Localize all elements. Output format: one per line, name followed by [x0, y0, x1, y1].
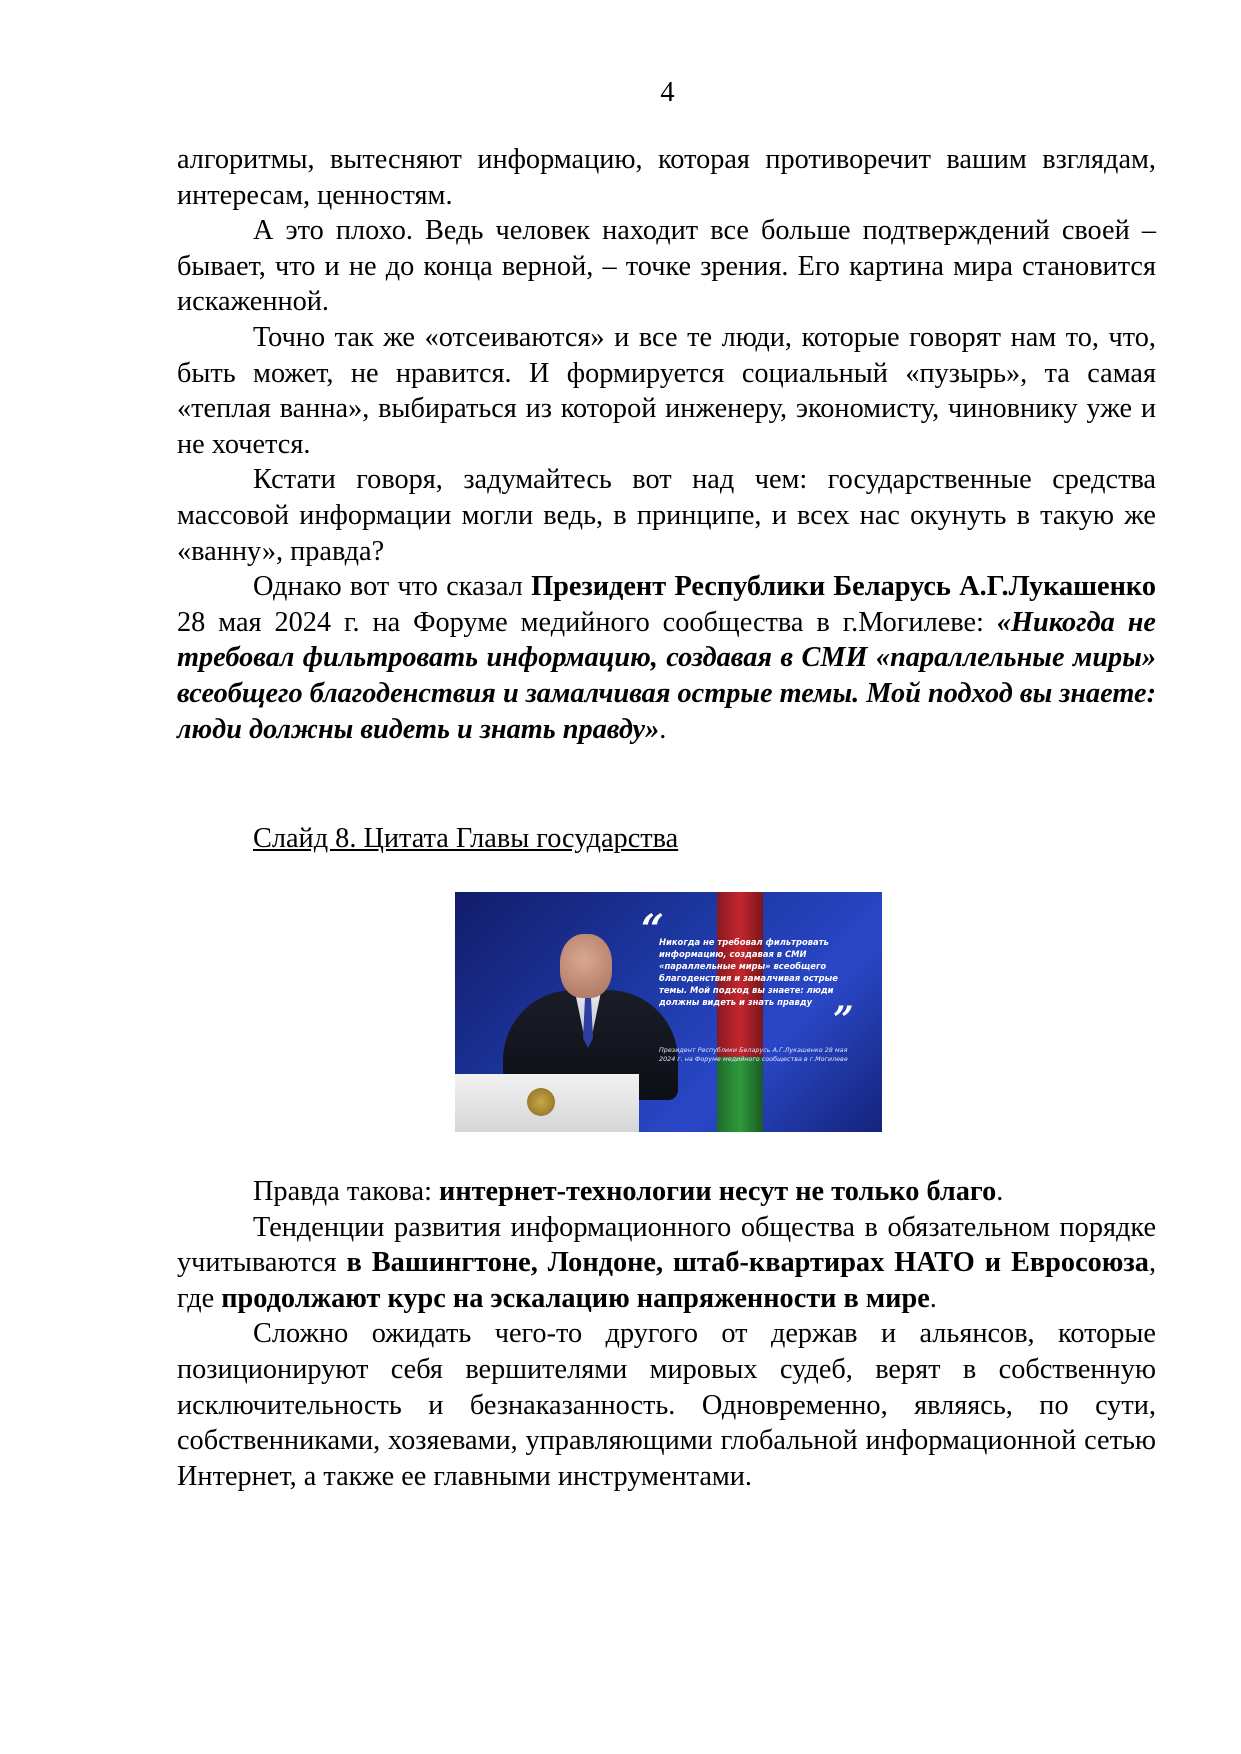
paragraph-president-quote: Однако вот что сказал Президент Республики Беларусь А.Г.Лукашенко 28 мая 2024 г. на Форуме медийного сообщества в г.Могилеве: «Никогда не требовал фильтровать информацию, создавая в СМИ «параллельные миры» всеобщего благоденствия и замалчивая острые темы. Мой подход вы знаете: люди должны видеть и знать правду». — [177, 571, 1156, 745]
quote-close-icon: ” — [833, 999, 854, 1041]
president-name: Президент Республики Беларусь А.Г.Лукашенко — [531, 571, 1156, 603]
body-text-bottom — [177, 1174, 1156, 1494]
paragraph-state-media: Кстати говоря, задумайтесь вот над чем: государственные средства массовой информации могли ведь, в принципе, и всех нас окунуть в такую же «ванну», правда? — [177, 464, 1156, 567]
paragraph-truth: Правда такова: интернет-технологии несут не только благо. — [253, 1176, 1004, 1207]
slide-image — [455, 892, 882, 1132]
paragraph-filtered: Точно так же «отсеиваются» и все те люди, которые говорят нам то, что, быть может, не нравится. И формируется социальный «пузырь», та самая «теплая ванна», выбираться из которой инженеру, экономисту, чиновнику уже и не хочется. — [177, 321, 1156, 460]
paragraph-trends: Тенденции развития информационного общества в обязательном порядке учитываются в Вашингтоне, Лондоне, штаб-квартирах НАТО и Евросоюза, где продолжают курс на эскалацию напряженности в мире. — [177, 1211, 1157, 1314]
slide-quote-source: Президент Республики Беларусь А.Г.Лукашенко 28 мая 2024 г. на Форуме медийного сообщества в г.Могилеве — [659, 1046, 848, 1063]
slide-quote-text: Никогда не требовал фильтровать информацию, создавая в СМИ «параллельные миры» всеобщего благоденствия и замалчивая острые темы. Мой подход вы знаете: люди должны видеть и знать правду — [659, 937, 838, 1007]
page-number: 4 — [660, 77, 675, 108]
emblem-icon — [527, 1088, 555, 1116]
slide-caption: Слайд 8. Цитата Главы государства — [253, 823, 679, 854]
quote-open-icon: “ — [641, 906, 665, 953]
paragraph-powers: Сложно ожидать чего-то другого от держав и альянсов, которые позиционируют себя вершителями мировых судеб, верят в собственную исключительность и безнаказанность. Одновременно, являясь, по сути, собственниками, хозяевами, управляющими глобальной информационной сетью Интернет, а также ее главными инструментами. — [177, 1318, 1156, 1492]
speaker-head — [560, 934, 612, 998]
president-quote: «Никогда не требовал фильтровать информацию, создавая в СМИ «параллельные миры» всеобщего благоденствия и замалчивая острые темы. Мой подход вы знаете: люди должны видеть и знать правду» — [177, 606, 1156, 745]
paragraph-algorithms: алгоритмы, вытесняют информацию, которая противоречит вашим взглядам, интересам, ценностям. — [177, 144, 1156, 211]
flag-green-stripe — [717, 1057, 763, 1132]
body-text-top — [177, 142, 1156, 747]
paragraph-bad: А это плохо. Ведь человек находит все больше подтверждений своей – бывает, что и не до конца верной, – точке зрения. Его картина мира становится искаженной. — [177, 215, 1156, 318]
